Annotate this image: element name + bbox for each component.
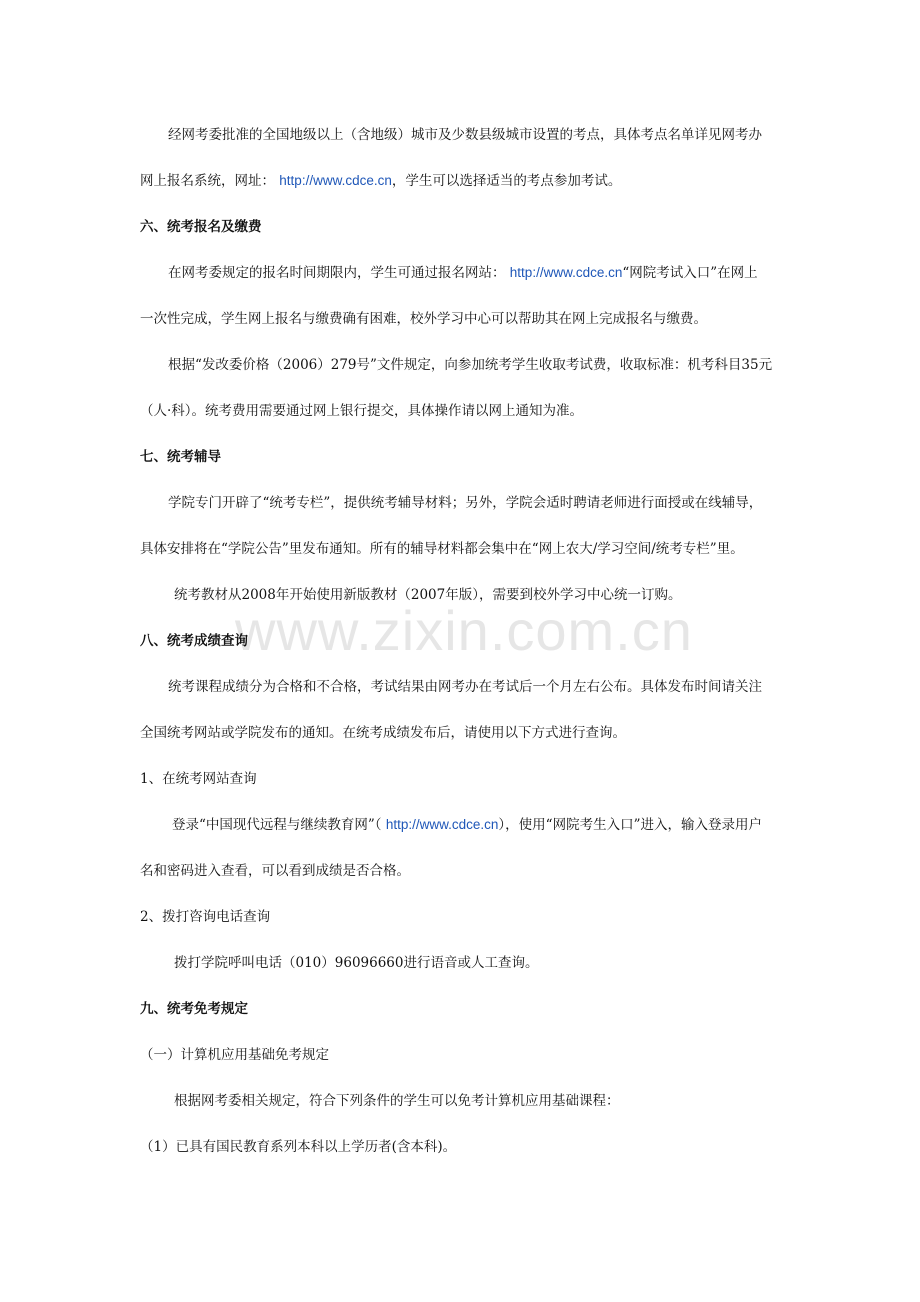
paragraph-line: 名和密码进入查看，可以看到成绩是否合格。 — [140, 863, 410, 879]
paragraph-line: （人·科）。统考费用需要通过网上银行提交，具体操作请以网上通知为准。 — [140, 403, 584, 419]
subsection-heading: 2、拨打咨询电话查询 — [140, 909, 271, 925]
paragraph-line: 统考课程成绩分为合格和不合格，考试结果由网考办在考试后一个月左右公布。具体发布时间请关注 — [168, 679, 762, 695]
watermark: www.zixin.com.cn — [235, 599, 693, 662]
subsection-heading: （一）计算机应用基础免考规定 — [140, 1047, 329, 1063]
subsection-heading: 1、在统考网站查询 — [140, 771, 257, 787]
paragraph-line — [172, 816, 762, 834]
section-heading: 六、统考报名及缴费 — [140, 219, 262, 235]
text-segment: “网院考试入口”在网上 — [622, 265, 758, 281]
paragraph-line: 根据网考委相关规定，符合下列条件的学生可以免考计算机应用基础课程： — [174, 1093, 620, 1109]
text-segment: 在网考委规定的报名时间期限内，学生可通过报名网站： — [168, 265, 510, 281]
cdce-link[interactable]: http://www.cdce.cn — [509, 265, 623, 280]
section-heading: 七、统考辅导 — [140, 449, 221, 465]
paragraph-line — [140, 172, 621, 190]
paragraph-line: 一次性完成，学生网上报名与缴费确有困难，校外学习中心可以帮助其在网上完成报名与缴费。 — [140, 311, 707, 327]
paragraph-line: 经网考委批准的全国地级以上（含地级）城市及少数县级城市设置的考点，具体考点名单详见网考办 — [168, 127, 762, 143]
paragraph-line: 具体安排将在“学院公告”里发布通知。所有的辅导材料都会集中在“网上农大/学习空间/统考专栏”里。 — [140, 541, 744, 557]
section-heading: 九、统考免考规定 — [140, 1001, 248, 1017]
paragraph-line: 拨打学院呼叫电话（010）96096660进行语音或人工查询。 — [174, 955, 539, 971]
cdce-link[interactable]: http://www.cdce.cn — [279, 173, 392, 188]
paragraph-line: 全国统考网站或学院发布的通知。在统考成绩发布后，请使用以下方式进行查询。 — [140, 725, 626, 741]
text-segment: 登录“中国现代远程与继续教育网”（ — [172, 817, 386, 833]
text-segment: ，学生可以选择适当的考点参加考试。 — [391, 173, 622, 189]
paragraph-line — [168, 264, 758, 282]
text-segment: ），使用“网院考生入口”进入，输入登录用户 — [498, 817, 762, 833]
section-heading: 八、统考成绩查询 — [140, 633, 248, 649]
paragraph-line: 学院专门开辟了“统考专栏”，提供统考辅导材料；另外，学院会适时聘请老师进行面授或在线辅导， — [168, 495, 763, 511]
text-segment: 网上报名系统，网址： — [140, 173, 280, 189]
list-item: （1）已具有国民教育系列本科以上学历者(含本科)。 — [140, 1139, 457, 1155]
paragraph-line: 统考教材从2008年开始使用新版教材（2007年版），需要到校外学习中心统一订购。 — [174, 587, 682, 603]
cdce-link[interactable]: http://www.cdce.cn — [385, 817, 499, 832]
paragraph-line: 根据“发改委价格（2006）279号”文件规定，向参加统考学生收取考试费，收取标准：机考科目35元 — [168, 357, 773, 373]
